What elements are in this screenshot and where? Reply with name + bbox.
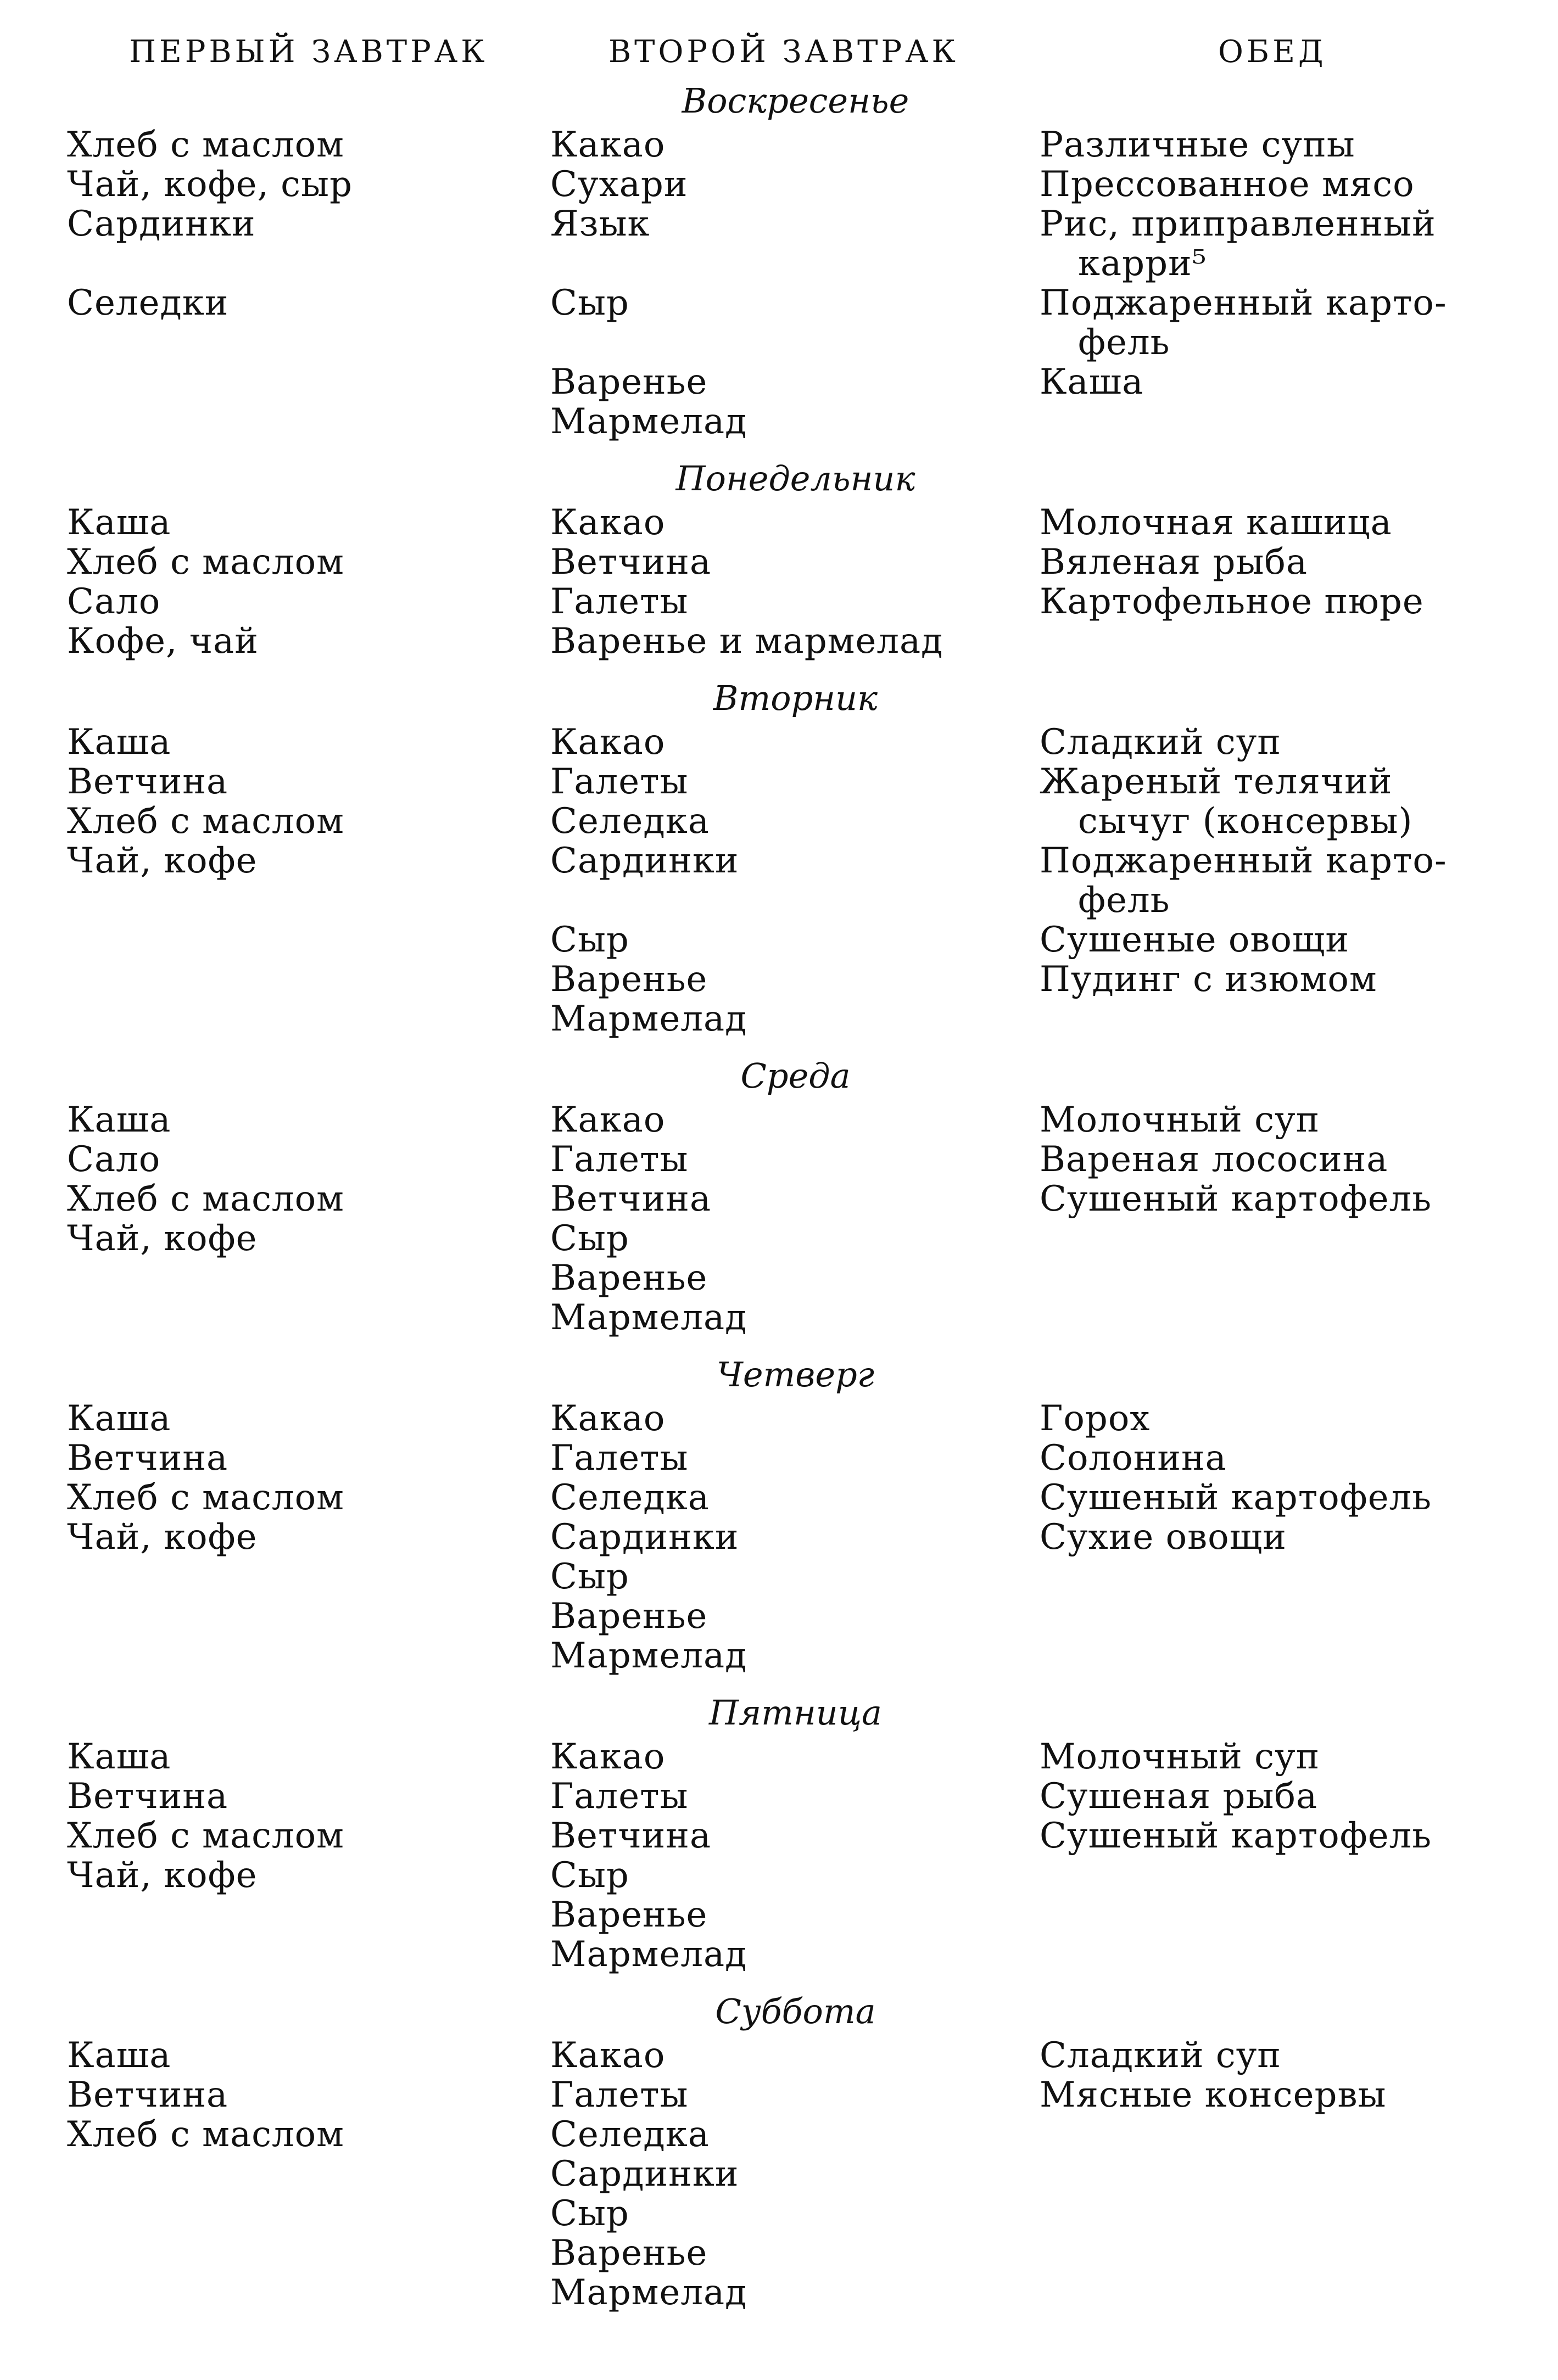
day-columns	[0, 125, 1558, 455]
menu-item: Сладкий суп	[1040, 2035, 1281, 2076]
header-second-breakfast: ВТОРОЙ ЗАВТРАК	[608, 34, 959, 70]
column-headers	[0, 27, 1558, 77]
second-breakfast-column	[550, 723, 1012, 1039]
day-title: Вторник	[713, 678, 878, 718]
blank-line	[67, 244, 484, 283]
menu-item: Каша	[67, 1398, 171, 1439]
menu-item: Сушеный картофель	[1040, 1477, 1432, 1518]
menu-item: Горох	[1040, 1398, 1151, 1439]
menu-item: Хлеб с маслом	[67, 1179, 344, 1219]
menu-item: Сало	[67, 581, 161, 622]
day-columns	[0, 2036, 1558, 2326]
menu-item: Мясные консервы	[1040, 2075, 1387, 2115]
menu-item: Какао	[550, 722, 666, 763]
second-breakfast-column	[550, 2036, 1012, 2312]
menu-item: сычуг (консервы)	[1078, 801, 1413, 842]
day-title: Воскресенье	[682, 81, 909, 121]
menu-item: Хлеб с маслом	[67, 542, 344, 583]
menu-item: Галеты	[550, 2075, 689, 2115]
menu-item: Хлеб с маслом	[67, 125, 344, 165]
day-section	[0, 1351, 1558, 1689]
menu-item: Селедка	[550, 1477, 710, 1518]
menu-item: Хлеб с маслом	[67, 1477, 344, 1518]
menu-item: Варенье	[550, 1596, 708, 1637]
dinner-column	[1040, 1100, 1512, 1219]
menu-item: Какао	[550, 1737, 666, 1777]
menu-item: Сыр	[550, 920, 629, 960]
menu-item: Галеты	[550, 1438, 689, 1479]
menu-item: Галеты	[550, 761, 689, 802]
menu-item: Сладкий суп	[1040, 722, 1281, 763]
second-breakfast-column	[550, 125, 1012, 441]
first-breakfast-column	[67, 723, 484, 881]
menu-item: Хлеб с маслом	[67, 1816, 344, 1856]
menu-item: Какао	[550, 1398, 666, 1439]
dinner-column	[1040, 2036, 1512, 2115]
day-title: Понедельник	[675, 458, 915, 499]
menu-item: Каша	[67, 1737, 171, 1777]
menu-item: Сыр	[550, 1855, 629, 1896]
day-section	[0, 1689, 1558, 1987]
first-breakfast-column	[67, 2036, 484, 2154]
dinner-column	[1040, 125, 1512, 402]
menu-item: Сушеные овощи	[1040, 920, 1350, 960]
menu-item: Язык	[550, 204, 650, 244]
day-title: Среда	[740, 1056, 851, 1096]
menu-item: Сыр	[550, 1556, 629, 1597]
menu-item: Варенье	[550, 1895, 708, 1935]
menu-item: Чай, кофе	[67, 1218, 258, 1259]
menu-item: Какао	[550, 502, 666, 543]
menu-item: Какао	[550, 2035, 666, 2076]
dinner-column	[1040, 723, 1512, 999]
menu-item: Сушеный картофель	[1040, 1816, 1432, 1856]
menu-item: Ветчина	[550, 542, 712, 583]
menu-item: Ветчина	[67, 1776, 228, 1817]
second-breakfast-column	[550, 1100, 1012, 1337]
menu-item: фель	[1078, 880, 1170, 921]
menu-item: Мармелад	[550, 401, 747, 442]
second-breakfast-column	[550, 1737, 1012, 1974]
dinner-column	[1040, 1399, 1512, 1557]
day-title: Четверг	[716, 1354, 875, 1395]
menu-item: Поджаренный карто-	[1040, 283, 1447, 323]
menu-item: Сардинки	[550, 841, 739, 881]
menu-item: Каша	[67, 2035, 171, 2076]
menu-item: Жареный телячий	[1040, 761, 1393, 802]
menu-item: Сыр	[550, 1218, 629, 1259]
days-list	[0, 77, 1558, 2326]
day-section	[0, 77, 1558, 455]
menu-item: Сардинки	[550, 1517, 739, 1558]
first-breakfast-column	[67, 1399, 484, 1557]
menu-item: Прессованное мясо	[1040, 164, 1415, 205]
menu-item: Сыр	[550, 2193, 629, 2234]
menu-item: Кофе, чай	[67, 621, 259, 662]
menu-item: Пудинг с изюмом	[1040, 959, 1377, 1000]
day-columns	[0, 1737, 1558, 1987]
header-dinner: ОБЕД	[1218, 34, 1327, 70]
blank-line	[550, 323, 1012, 362]
menu-item: Чай, кофе, сыр	[67, 164, 353, 205]
menu-item: Различные супы	[1040, 125, 1355, 165]
menu-item: Чай, кофе	[67, 1517, 258, 1558]
menu-item: Сардинки	[67, 204, 256, 244]
menu-item: Ветчина	[67, 2075, 228, 2115]
first-breakfast-column	[67, 125, 484, 323]
second-breakfast-column	[550, 1399, 1012, 1676]
menu-item: Поджаренный карто-	[1040, 841, 1447, 881]
menu-item: Мармелад	[550, 1636, 747, 1676]
day-columns	[0, 503, 1558, 674]
menu-item: Ветчина	[550, 1816, 712, 1856]
menu-item: Каша	[67, 722, 171, 763]
menu-item: Молочная кашица	[1040, 502, 1392, 543]
menu-item: Сухари	[550, 164, 688, 205]
menu-item: Каша	[67, 502, 171, 543]
menu-item: Мармелад	[550, 999, 747, 1039]
menu-item: Варенье	[550, 1258, 708, 1298]
day-title: Суббота	[715, 1991, 876, 2031]
menu-item: Чай, кофе	[67, 1855, 258, 1896]
menu-item: Ветчина	[550, 1179, 712, 1219]
header-first-breakfast: ПЕРВЫЙ ЗАВТРАК	[129, 34, 488, 70]
first-breakfast-column	[67, 503, 484, 661]
menu-item: Вяленая рыба	[1040, 542, 1308, 583]
menu-item: Рис, приправленный	[1040, 204, 1436, 244]
menu-item: Ветчина	[67, 761, 228, 802]
menu-item: Галеты	[550, 1776, 689, 1817]
menu-item: Мармелад	[550, 1934, 747, 1975]
day-title: Пятница	[709, 1693, 882, 1733]
day-columns	[0, 1100, 1558, 1351]
menu-item: Хлеб с маслом	[67, 801, 344, 842]
menu-item: Какао	[550, 1100, 666, 1140]
menu-item: Молочный суп	[1040, 1737, 1320, 1777]
day-columns	[0, 1399, 1558, 1689]
dinner-column	[1040, 503, 1512, 621]
menu-item: Мармелад	[550, 2272, 747, 2313]
menu-item: Галеты	[550, 1139, 689, 1180]
menu-item: Сухие овощи	[1040, 1517, 1287, 1558]
menu-item: Ветчина	[67, 1438, 228, 1479]
menu-item: Варенье и мармелад	[550, 621, 943, 662]
blank-line	[550, 244, 1012, 283]
menu-item: Селедка	[550, 2114, 710, 2155]
menu-item: Сардинки	[550, 2154, 739, 2194]
menu-item: Варенье	[550, 2233, 708, 2273]
menu-item: Каша	[1040, 362, 1144, 402]
menu-item: Картофельное пюре	[1040, 581, 1424, 622]
menu-item: Какао	[550, 125, 666, 165]
menu-item: Сыр	[550, 283, 629, 323]
first-breakfast-column	[67, 1100, 484, 1258]
menu-item: Каша	[67, 1100, 171, 1140]
menu-item: Варенье	[550, 362, 708, 402]
day-section	[0, 674, 1558, 1052]
menu-item: Селедка	[550, 801, 710, 842]
menu-item: Молочный суп	[1040, 1100, 1320, 1140]
menu-item: Галеты	[550, 581, 689, 622]
menu-item: Чай, кофе	[67, 841, 258, 881]
blank-line	[550, 881, 1012, 920]
menu-item: Солонина	[1040, 1438, 1227, 1479]
menu-item: Варенье	[550, 959, 708, 1000]
menu-item: Вареная лососина	[1040, 1139, 1388, 1180]
menu-item: Сушеная рыба	[1040, 1776, 1318, 1817]
menu-item: Сало	[67, 1139, 161, 1180]
menu-item: карри⁵	[1078, 243, 1207, 284]
menu-item: Мармелад	[550, 1297, 747, 1338]
menu-item: фель	[1078, 322, 1170, 363]
second-breakfast-column	[550, 503, 1012, 661]
day-section	[0, 455, 1558, 674]
menu-item: Селедки	[67, 283, 229, 323]
day-section	[0, 1987, 1558, 2326]
first-breakfast-column	[67, 1737, 484, 1895]
menu-item: Хлеб с маслом	[67, 2114, 344, 2155]
menu-item: Сушеный картофель	[1040, 1179, 1432, 1219]
day-section	[0, 1052, 1558, 1351]
day-columns	[0, 723, 1558, 1052]
dinner-column	[1040, 1737, 1512, 1856]
